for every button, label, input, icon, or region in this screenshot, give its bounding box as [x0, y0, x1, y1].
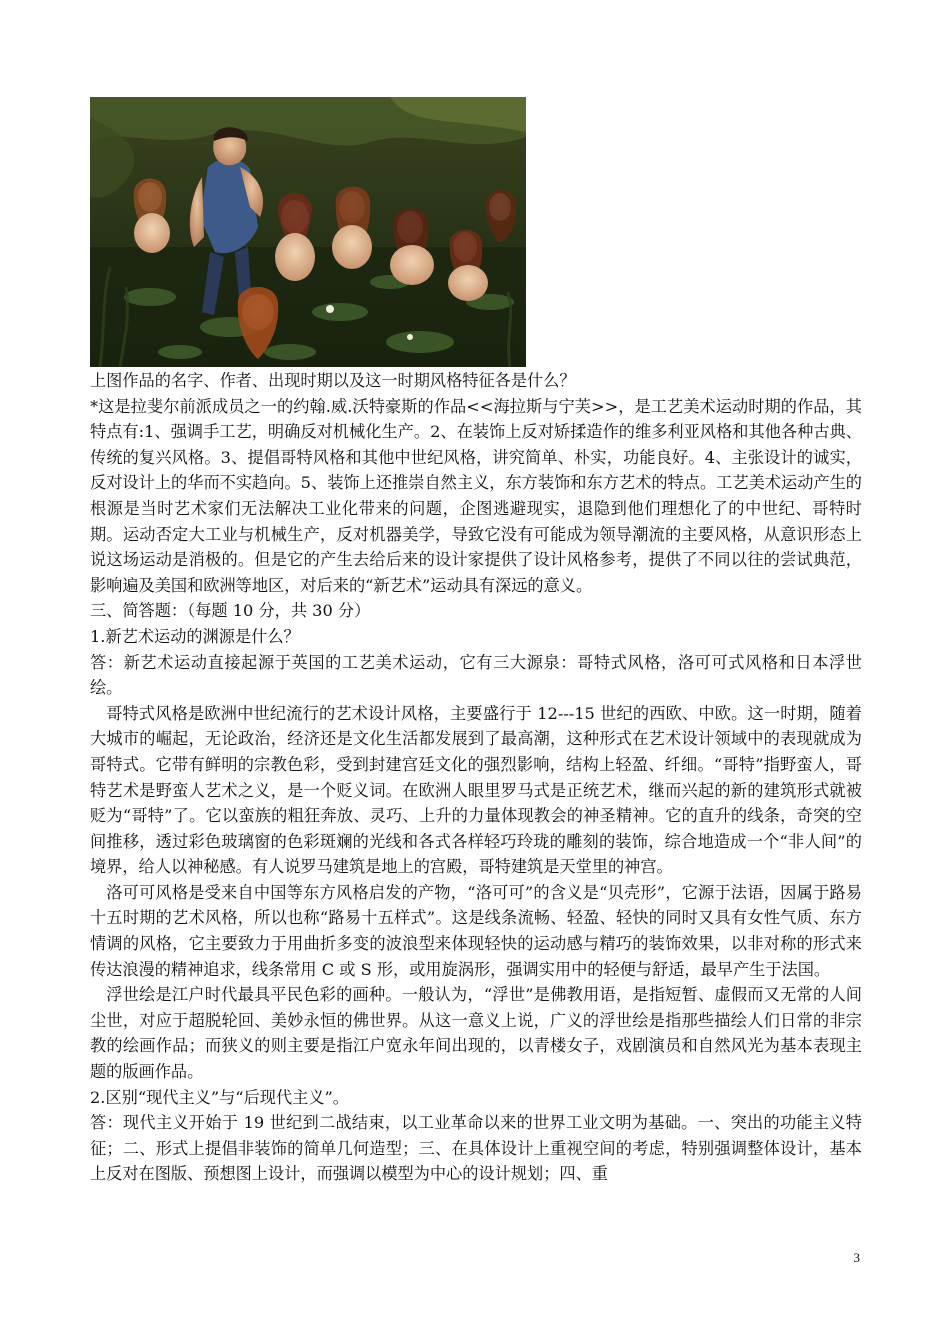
answer-painting: *这是拉斐尔前派成员之一的约翰.威.沃特豪斯的作品<<海拉斯与宁芙>>，是工艺美术运动时期的作品，其特点有:1、强调手工艺，明确反对机械化生产。2、在装饰上反对矫揉造作的维多利亚风格和其他各种古典、传统的复兴风格。3、提倡哥特风格和其他中世纪风格，讲究简单、朴实，功能良好。4、主张设计的诚实，反对设计上的华而不实趋向。5、装饰上还推崇自然主义，东方装饰和东方艺术的特点。工艺美术运动产生的根源是当时艺术家们无法解决工业化带来的问题，企图逃避现实，退隐到他们理想化了的中世纪、哥特时期。运动否定大工业与机械生产，反对机器美学，导致它没有可能成为领导潮流的主要风格，从意识形态上说这场运动是消极的。但是它的产生去给后来的设计家提供了设计风格参考，提供了不同以往的尝试典范，影响遍及美国和欧洲等地区，对后来的“新艺术”运动具有深远的意义。: [90, 396, 862, 595]
answer-1-ukiyoe: 浮世绘是江户时代最具平民色彩的画种。一般认为，“浮世”是佛教用语，是指短暂、虚假而又无常的人间尘世，对应于超脱轮回、美妙永恒的佛世界。从这一意义上说，广义的浮世绘是指那些描绘人们日常的非宗教的绘画作品；而狭义的则主要是指江户宽永年间出现的，以青楼女子，戏剧演员和自然风光为基本表现主题的版画作品。: [90, 985, 862, 1082]
question-1: 1.新艺术运动的渊源是什么？: [90, 626, 300, 646]
answer-2: 答：现代主义开始于 19 世纪到二战结束，以工业革命以来的世界工业文明为基础。一、突出的功能主义特征；二、形式上提倡非装饰的简单几何造型；三、在具体设计上重视空间的考虑，特别强调整体设计，基本上反对在图版、预想图上设计，而强调以模型为中心的设计规划；四、重: [90, 1113, 862, 1184]
answer-1-rococo: 洛可可风格是受来自中国等东方风格启发的产物，“洛可可”的含义是“贝壳形”，它源于法语，因属于路易十五时期的艺术风格，所以也称“路易十五样式”。这是线条流畅、轻盈、轻快的同时又具有女性气质、东方情调的风格，它主要致力于用曲折多变的波浪型来体现轻快的运动感与精巧的装饰效果，以非对称的形式来传达浪漫的精神追求，线条常用 C 或 S 形，或用旋涡形，强调实用中的轻便与舒适，最早产生于法国。: [90, 882, 862, 979]
answer-1-gothic: 哥特式风格是欧洲中世纪流行的艺术设计风格，主要盛行于 12---15 世纪的西欧、中欧。这一时期，随着大城市的崛起，无论政治，经济还是文化生活都发展到了最高潮，这种形式在艺术设计领域中的表现就成为哥特式。它带有鲜明的宗教色彩，受到封建宫廷文化的强烈影响，结构上轻盈、纤细。“哥特”指野蛮人，哥特艺术是野蛮人艺术之义，是一个贬义词。在欧洲人眼里罗马式是正统艺术，继而兴起的新的建筑形式就被贬为“哥特”了。它以蛮族的粗狂奔放、灵巧、上升的力量体现教会的神圣精神。它的直升的线条，奇突的空间推移，透过彩色玻璃窗的色彩斑斓的光线和各式各样轻巧玲珑的雕刻的装饰，综合地造成一个“非人间”的境界，给人以神秘感。有人说罗马建筑是地上的宫殿，哥特建筑是天堂里的神宫。: [90, 703, 862, 877]
page-number: 3: [853, 1250, 860, 1265]
painting-image: [90, 97, 526, 367]
painting-hylas-and-the-nymphs-icon: [90, 97, 526, 367]
question-painting: 上图作品的名字、作者、出现时期以及这一时期风格特征各是什么？: [90, 371, 576, 390]
section-heading: 三、简答题：（每题 10 分，共 30 分）: [90, 601, 371, 621]
question-2: 2.区别“现代主义”与“后现代主义”。: [90, 1087, 349, 1107]
answer-1: 答：新艺术运动直接起源于英国的工艺美术运动，它有三大源泉：哥特式风格，洛可可式风格和日本浮世绘。: [90, 652, 862, 698]
body-text: [90, 368, 862, 1187]
